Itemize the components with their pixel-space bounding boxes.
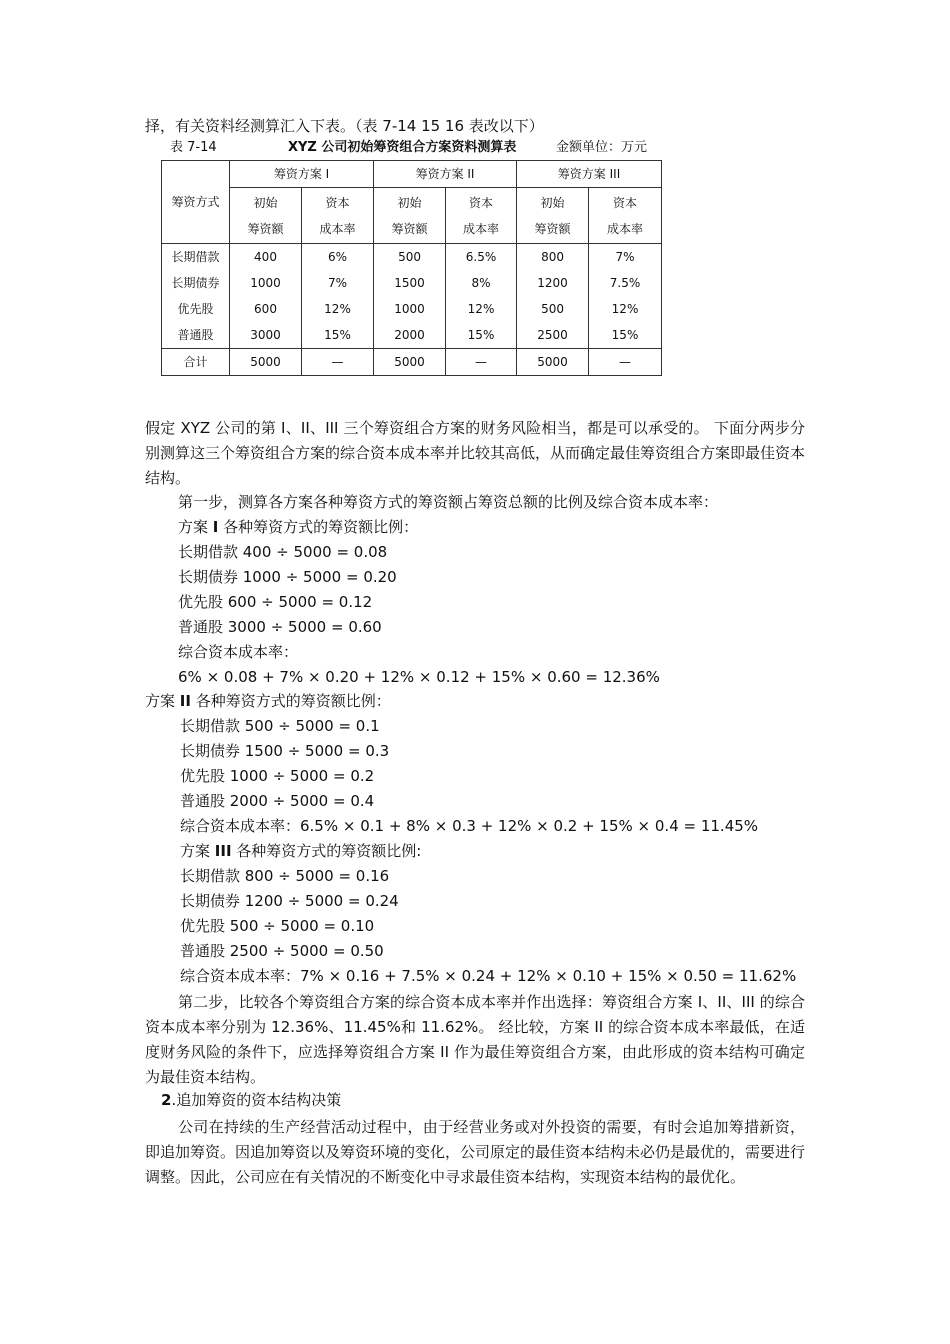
plan-3-heading: 方案 III 各种筹资方式的筹资额比例:: [180, 842, 422, 860]
table-cell: —: [589, 349, 662, 376]
table-cell: 400: [230, 244, 302, 271]
table-cell: —: [446, 349, 517, 376]
plan-3-line: 普通股 2500 ÷ 5000 = 0.50: [180, 942, 384, 960]
subheader-rate: 资本 成本率: [589, 188, 662, 244]
table-row: [162, 296, 662, 322]
plan-2-heading: 方案 II 各种筹资方式的筹资额比例：: [145, 692, 391, 710]
plan-2-line: 长期借款 500 ÷ 5000 = 0.1: [180, 717, 380, 735]
table-cell: 5000: [517, 349, 589, 376]
total-label: 合计: [162, 349, 230, 376]
step-two-paragraph: 第二步，比较各个筹资组合方案的综合资本成本率并作出选择：筹资组合方案 I、II、III 的综合资本成本率分别为 12.36%、11.45%和 11.62%。 经比较，方案 II 的综合资本成本率最低，在适度财务风险的条件下，应选择筹资组合方案 II 作为最佳筹资组合方案，由此形成的资本结构可确定为最佳资本结构。: [145, 993, 805, 1086]
subheader-amount: 初始 筹资额: [517, 188, 589, 244]
plan-1-line: 普通股 3000 ÷ 5000 = 0.60: [178, 618, 382, 636]
table-subheader-row: [162, 188, 662, 244]
step-one-text: 第一步，测算各方案各种筹资方式的筹资额占筹资总额的比例及综合资本成本率：: [178, 493, 719, 511]
subheader-amount: 初始 筹资额: [230, 188, 302, 244]
table-cell: 15%: [589, 322, 662, 349]
table-cell: 1000: [374, 296, 446, 322]
plan-3-formula: 综合资本成本率：7% × 0.16 + 7.5% × 0.24 + 12% × 0.10 + 15% × 0.50 = 11.62%: [180, 967, 797, 985]
table-cell: 7.5%: [589, 270, 662, 296]
plan-2-line: 普通股 2000 ÷ 5000 = 0.4: [180, 792, 375, 810]
paragraph-assumption: 假定 XYZ 公司的第 I、II、III 三个筹资组合方案的财务风险相当，都是可以承受的。 下面分两步分别测算这三个筹资组合方案的综合资本成本率并比较其高低，从而确定最佳筹资组合方案即最佳资本结构。: [145, 419, 806, 487]
table-cell: 2000: [374, 322, 446, 349]
table-cell: 12%: [302, 296, 374, 322]
table-header-row: [162, 161, 662, 188]
plan-1-formula: 6% × 0.08 + 7% × 0.20 + 12% × 0.12 + 15% × 0.60 = 12.36%: [178, 668, 660, 686]
table-cell: 6%: [302, 244, 374, 271]
financing-plan-table: [161, 160, 662, 376]
plan-3-line: 长期债券 1200 ÷ 5000 = 0.24: [180, 892, 399, 910]
subheader-rate: 资本 成本率: [302, 188, 374, 244]
plan-header-3: 筹资方案 III: [517, 161, 662, 188]
table-number: 表 7-14: [170, 140, 217, 155]
table-cell: 800: [517, 244, 589, 271]
plan-1-line: 长期债券 1000 ÷ 5000 = 0.20: [178, 568, 397, 586]
table-row: [162, 244, 662, 271]
plan-1-line: 综合资本成本率：: [178, 643, 299, 661]
table-cell: 5000: [230, 349, 302, 376]
table-cell: 12%: [589, 296, 662, 322]
table-unit: 金额单位：万元: [556, 140, 648, 155]
table-body: [162, 244, 662, 349]
table-row: [162, 322, 662, 349]
additional-financing-paragraph: 公司在持续的生产经营活动过程中，由于经营业务或对外投资的需要，有时会追加筹措新资，即追加筹资。因追加筹资以及筹资环境的变化，公司原定的最佳资本结构未必仍是最优的，需要进行调整。因此，公司应在有关情况的不断变化中寻求最佳资本结构，实现资本结构的最优化。: [145, 1118, 806, 1186]
subheader-amount: 初始 筹资额: [374, 188, 446, 244]
plan-3-line: 长期借款 800 ÷ 5000 = 0.16: [180, 867, 390, 885]
table-row: [162, 270, 662, 296]
plan-2-line: 长期债券 1500 ÷ 5000 = 0.3: [180, 742, 390, 760]
plan-1-line: 长期借款 400 ÷ 5000 = 0.08: [178, 543, 388, 561]
row-label: 普通股: [162, 322, 230, 349]
row-label: 优先股: [162, 296, 230, 322]
table-cell: 7%: [302, 270, 374, 296]
plan-3-line: 优先股 500 ÷ 5000 = 0.10: [180, 917, 375, 935]
section-2-heading: 2.追加筹资的资本结构决策: [161, 1091, 342, 1109]
table-cell: 2500: [517, 322, 589, 349]
table-cell: 15%: [446, 322, 517, 349]
table-cell: —: [302, 349, 374, 376]
row-label: 长期债券: [162, 270, 230, 296]
table-cell: 6.5%: [446, 244, 517, 271]
table-title: XYZ 公司初始筹资组合方案资料测算表: [288, 140, 517, 155]
table-cell: 8%: [446, 270, 517, 296]
table-cell: 12%: [446, 296, 517, 322]
plan-2-line: 优先股 1000 ÷ 5000 = 0.2: [180, 767, 375, 785]
plan-1-line: 优先股 600 ÷ 5000 = 0.12: [178, 593, 373, 611]
table-cell: 500: [517, 296, 589, 322]
subheader-rate: 资本 成本率: [446, 188, 517, 244]
table-cell: 7%: [589, 244, 662, 271]
plan-header-2: 筹资方案 II: [374, 161, 517, 188]
plan-2-formula: 综合资本成本率：6.5% × 0.1 + 8% × 0.3 + 12% × 0.2 + 15% × 0.4 = 11.45%: [180, 817, 759, 835]
plan-1-heading: 方案 I 各种筹资方式的筹资额比例：: [178, 518, 419, 536]
row-header-cell: 筹资方式: [162, 161, 230, 244]
table-cell: 5000: [374, 349, 446, 376]
table-total-row: [162, 349, 662, 376]
intro-line: 择，有关资料经测算汇入下表。（表 7-14 15 16 表改以下）: [145, 117, 544, 135]
table-cell: 15%: [302, 322, 374, 349]
table-cell: 1200: [517, 270, 589, 296]
table-cell: 3000: [230, 322, 302, 349]
table-cell: 1500: [374, 270, 446, 296]
table-cell: 600: [230, 296, 302, 322]
table-cell: 500: [374, 244, 446, 271]
table-cell: 1000: [230, 270, 302, 296]
row-label: 长期借款: [162, 244, 230, 271]
plan-header-1: 筹资方案 I: [230, 161, 374, 188]
